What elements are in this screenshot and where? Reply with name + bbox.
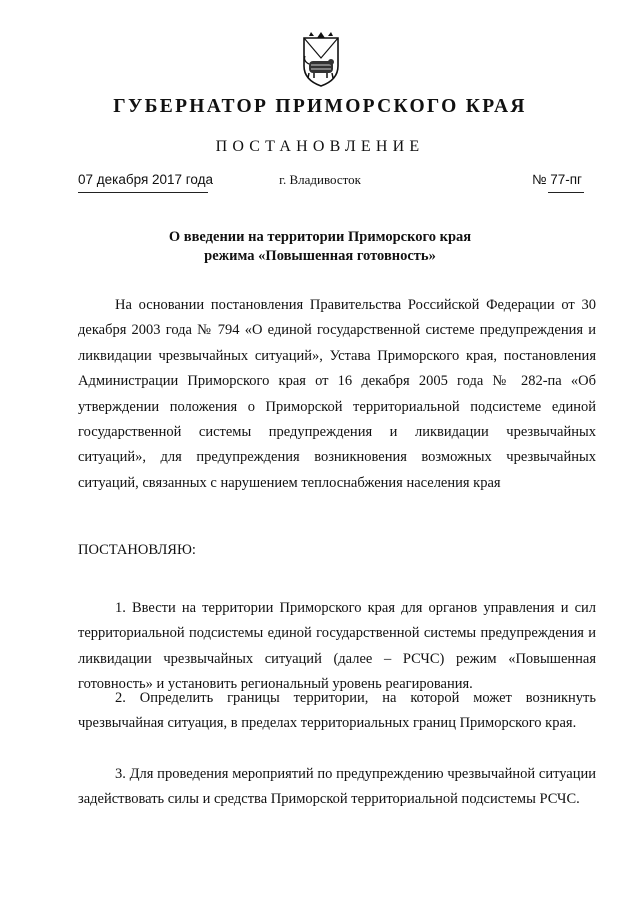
number-underline: [548, 192, 584, 193]
clause-1: 1. Ввести на территории Приморского края для органов управления и сил территориальной подсистемы единой государственной системы предупреждения и ликвидации чрезвычайных ситуаций (далее – РСЧС) режим «Повышенная готовность» и установить региональный уровень реагирования.: [78, 600, 596, 693]
issuer-title: ГУБЕРНАТОР ПРИМОРСКОГО КРАЯ: [113, 96, 527, 117]
coat-of-arms-icon: [295, 28, 347, 90]
document-number: № 77-пг: [532, 172, 582, 187]
document-heading: [0, 228, 640, 266]
document-city: г. Владивосток: [279, 172, 361, 187]
document-type: ПОСТАНОВЛЕНИЕ: [215, 138, 425, 155]
heading-line-2: режима «Повышенная готовность»: [204, 248, 436, 264]
clause-2: 2. Определить границы территории, на которой может возникнуть чрезвычайная ситуация, в пределах территориальных границ Приморского края.: [78, 690, 596, 732]
date-underline: [78, 192, 208, 193]
clause-3: 3. Для проведения мероприятий по предупреждению чрезвычайной ситуации задействовать силы и средства Приморской территориальной подсистемы РСЧС.: [78, 766, 596, 808]
preamble-paragraph: На основании постановления Правительства Российской Федерации от 30 декабря 2003 года № 794 «О единой государственной системе предупреждения и ликвидации чрезвычайных ситуаций», Устава Приморского края, постановления Администрации Приморского края от 16 декабря 2005 года № 282-па «Об утверждении положения о Приморской территориальной подсистеме единой государственной системы предупреждения и ликвидации чрезвычайных ситуаций», для предупреждения возникновения возможных чрезвычайных ситуаций, связанных с нарушением теплоснабжения населения края: [78, 297, 596, 491]
decree-word: ПОСТАНОВЛЯЮ:: [78, 542, 196, 558]
heading-line-1: О введении на территории Приморского края: [168, 229, 472, 245]
document-date: 07 декабря 2017 года: [78, 172, 214, 187]
